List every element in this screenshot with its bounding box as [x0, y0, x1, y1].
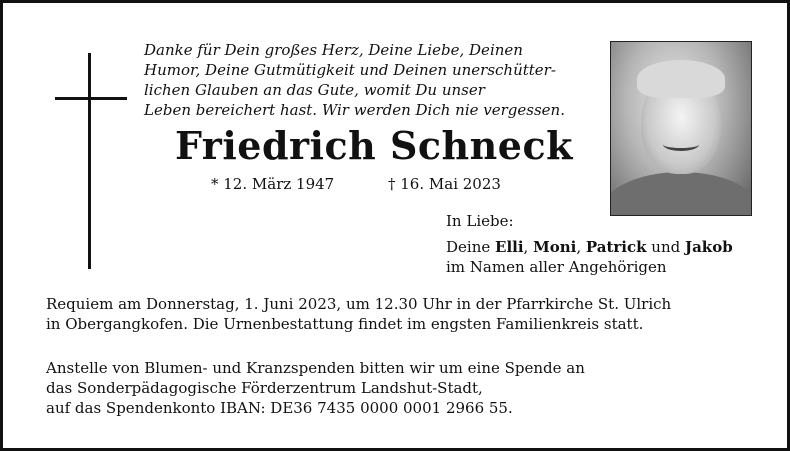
quote-line: Danke für Dein großes Herz, Deine Liebe, Deinen — [144, 41, 523, 59]
portrait-smile — [663, 138, 699, 151]
requiem-line: in Obergangkofen. Die Urnenbestattung findet im engsten Familienkreis statt. — [46, 315, 644, 333]
mourner-name: Elli — [495, 238, 524, 256]
donation-line: auf das Spendenkonto IBAN: DE36 7435 0000 0001 2966 55. — [46, 399, 513, 417]
birth-date: * 12. März 1947 — [211, 175, 335, 193]
requiem-paragraph — [46, 294, 671, 334]
mourners-block — [446, 211, 733, 277]
portrait-shoulders — [610, 172, 752, 216]
portrait-photo — [610, 41, 752, 216]
quote-line: Humor, Deine Gutmütigkeit und Deinen unerschütter- — [144, 61, 556, 79]
mourner-sep: und — [646, 238, 685, 256]
cross-icon-bar — [55, 97, 127, 100]
portrait-hair — [637, 60, 725, 98]
mourner-name: Moni — [533, 238, 577, 256]
cross-icon — [88, 53, 91, 269]
mourner-name: Patrick — [585, 238, 647, 256]
memorial-quote — [144, 40, 565, 120]
quote-line: Leben bereichert hast. Wir werden Dich nie vergessen. — [144, 101, 565, 119]
donation-paragraph — [46, 358, 585, 418]
mourners-names — [446, 237, 733, 257]
requiem-line: Requiem am Donnerstag, 1. Juni 2023, um 12.30 Uhr in der Pfarrkirche St. Ulrich — [46, 295, 672, 313]
quote-line: lichen Glauben an das Gute, womit Du unser — [144, 81, 485, 99]
deceased-name: Friedrich Schneck — [175, 123, 573, 168]
mourner-sep: , — [576, 238, 586, 256]
death-date: † 16. Mai 2023 — [388, 175, 501, 193]
donation-line: das Sonderpädagogische Förderzentrum Landshut-Stadt, — [46, 379, 483, 397]
mourners-prefix: Deine — [446, 238, 496, 256]
mourner-name: Jakob — [684, 238, 733, 256]
mourner-sep: , — [523, 238, 534, 256]
mourners-line2: im Namen aller Angehörigen — [446, 258, 667, 276]
donation-line: Anstelle von Blumen- und Kranzspenden bitten wir um eine Spende an — [46, 359, 585, 377]
in-liebe-label: In Liebe: — [446, 212, 514, 230]
